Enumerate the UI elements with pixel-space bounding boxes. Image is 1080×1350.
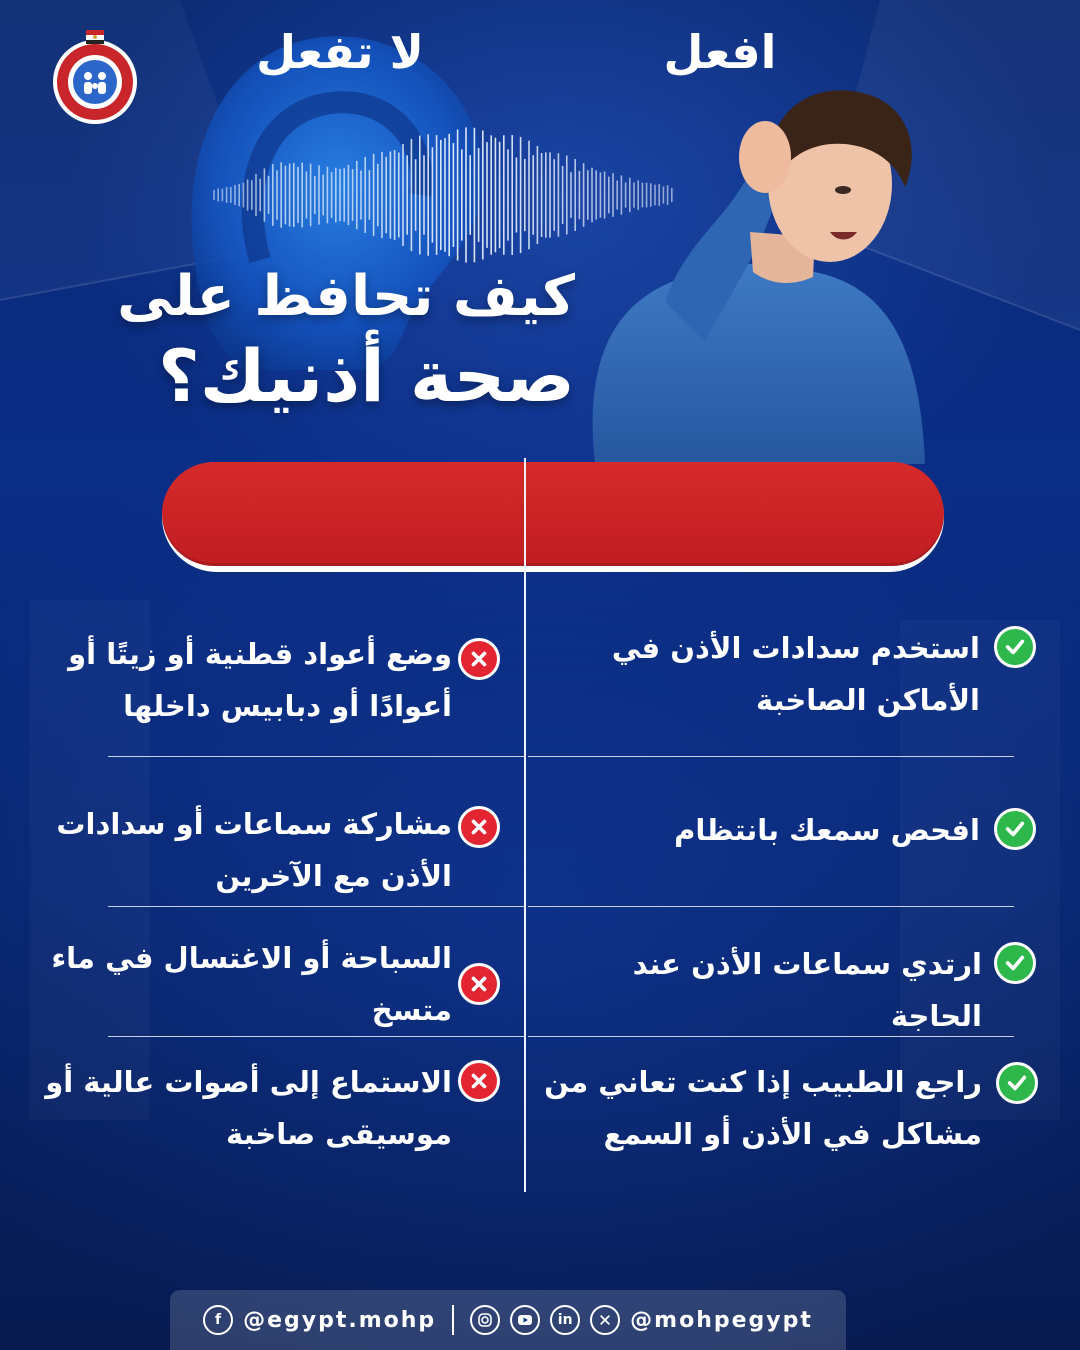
x-icon [458, 638, 500, 680]
columns-header-background [162, 462, 944, 566]
dont-column-header: لا تفعل [256, 25, 424, 79]
row-divider [528, 756, 1014, 757]
dont-item-3: السباحة أو الاغتسال في ماء متسخ [51, 941, 452, 1027]
x-icon [458, 806, 500, 848]
row-divider [108, 906, 524, 907]
do-item-2: افحص سمعك بانتظام [674, 813, 980, 847]
check-icon [996, 1062, 1038, 1104]
check-icon [994, 942, 1036, 984]
do-item-1: استخدم سدادات الأذن في الأماكن الصاخبة [611, 631, 980, 717]
man-listening-illustration [575, 72, 935, 464]
dont-item-1: وضع أعواد قطنية أو زيتًا أو أعوادًا أو دبابيس داخلها [68, 637, 452, 723]
check-icon [994, 808, 1036, 850]
x-icon [458, 1060, 500, 1102]
check-icon [994, 626, 1036, 668]
do-column-header: افعل [663, 25, 777, 79]
dont-item-2: مشاركة سماعات أو سدادات الأذن مع الآخرين [56, 807, 452, 893]
facebook-icon[interactable]: f [203, 1305, 233, 1335]
column-divider [524, 458, 526, 1192]
instagram-icon[interactable] [470, 1305, 500, 1335]
mohp-handle[interactable]: @mohpegypt [630, 1307, 813, 1333]
social-footer [170, 1290, 846, 1350]
x-icon [458, 963, 500, 1005]
facebook-handle[interactable]: @egypt.mohp [243, 1307, 437, 1333]
do-item-3: ارتدي سماعات الأذن عند الحاجة [632, 947, 982, 1033]
columns-header [162, 462, 944, 572]
footer-separator [452, 1305, 454, 1335]
ministry-logo [48, 26, 142, 126]
title-line-2: صحة أذنيك؟ [157, 334, 575, 418]
row-divider [528, 906, 1014, 907]
youtube-icon[interactable] [510, 1305, 540, 1335]
x-icon[interactable] [590, 1305, 620, 1335]
dont-item-4: الاستماع إلى أصوات عالية أو موسيقى صاخبة [45, 1065, 452, 1151]
linkedin-icon[interactable]: in [550, 1305, 580, 1335]
page-title [95, 262, 575, 420]
do-item-4: راجع الطبيب إذا كنت تعاني من مشاكل في الأذن أو السمع [544, 1065, 982, 1151]
row-divider [108, 1036, 524, 1037]
title-line-1: كيف تحافظ على [117, 264, 575, 329]
row-divider [108, 756, 524, 757]
